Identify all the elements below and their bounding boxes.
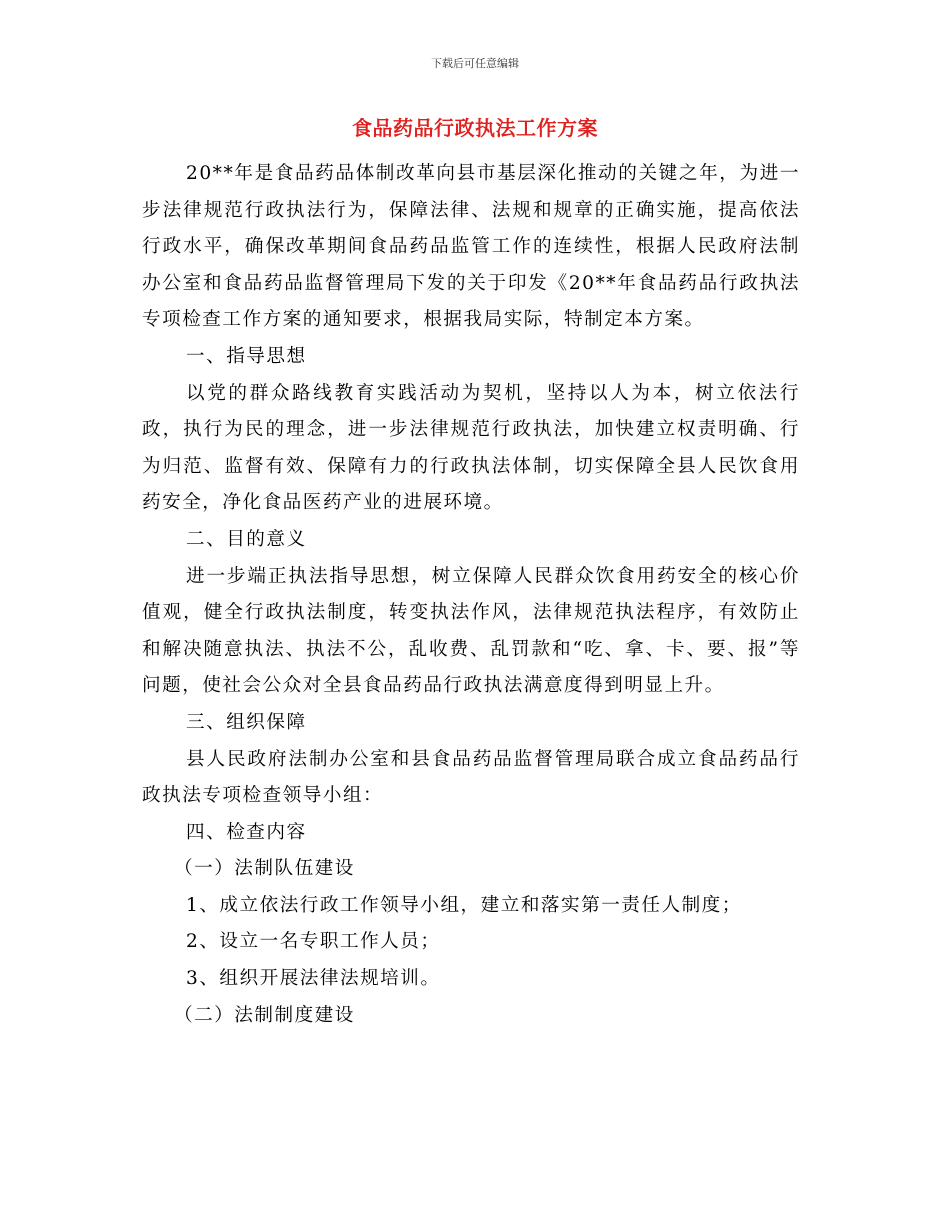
heading-purpose: 二、目的意义 <box>186 528 307 550</box>
paragraph-intro: 20**年是食品药品体制改革向县市基层深化推动的关键之年，为进一步法律规范行政执法行为，保障法律、法规和规章的正确实施，提高依法行政水平，确保改革期间食品药品监管工作的连续性，根据人民政府法制办公室和食品药品监督管理局下发的关于印发《20**年食品药品行政执法专项检查工作方案的通知要求，根据我局实际，特制定本方案。 <box>142 163 800 331</box>
paragraph-guiding-ideology: 以党的群众路线教育实践活动为契机，坚持以人为本，树立依法行政，执行为民的理念，进一步法律规范行政执法，加快建立权责明确、行为归范、监督有效、保障有力的行政执法体制，切实保障全县人民饮食用药安全，净化食品医药产业的进展环境。 <box>142 382 800 514</box>
paragraph-organization: 县人民政府法制办公室和县食品药品监督管理局联合成立食品药品行政执法专项检查领导小组： <box>142 748 800 807</box>
subheading-system-building: （二）法制制度建设 <box>174 1004 355 1026</box>
list-item: 2、设立一名专职工作人员； <box>186 931 441 953</box>
subheading-team-building: （一）法制队伍建设 <box>174 858 355 880</box>
header-note: 下载后可任意编辑 <box>431 57 519 70</box>
heading-inspection-content: 四、检查内容 <box>186 821 307 843</box>
list-item: 3、组织开展法律法规培训。 <box>186 968 441 990</box>
heading-organization: 三、组织保障 <box>186 711 307 733</box>
heading-guiding-ideology: 一、指导思想 <box>186 345 307 367</box>
list-item: 1、成立依法行政工作领导小组，建立和落实第一责任人制度； <box>186 894 742 916</box>
document-title: 食品药品行政执法工作方案 <box>352 116 598 140</box>
document-body <box>142 156 800 1034</box>
paragraph-purpose: 进一步端正执法指导思想，树立保障人民群众饮食用药安全的核心价值观，健全行政执法制度，转变执法作风，法律规范执法程序，有效防止和解决随意执法、执法不公，乱收费、乱罚款和“吃、拿、卡、要、报”等问题，使社会公众对全县食品药品行政执法满意度得到明显上升。 <box>142 565 800 697</box>
